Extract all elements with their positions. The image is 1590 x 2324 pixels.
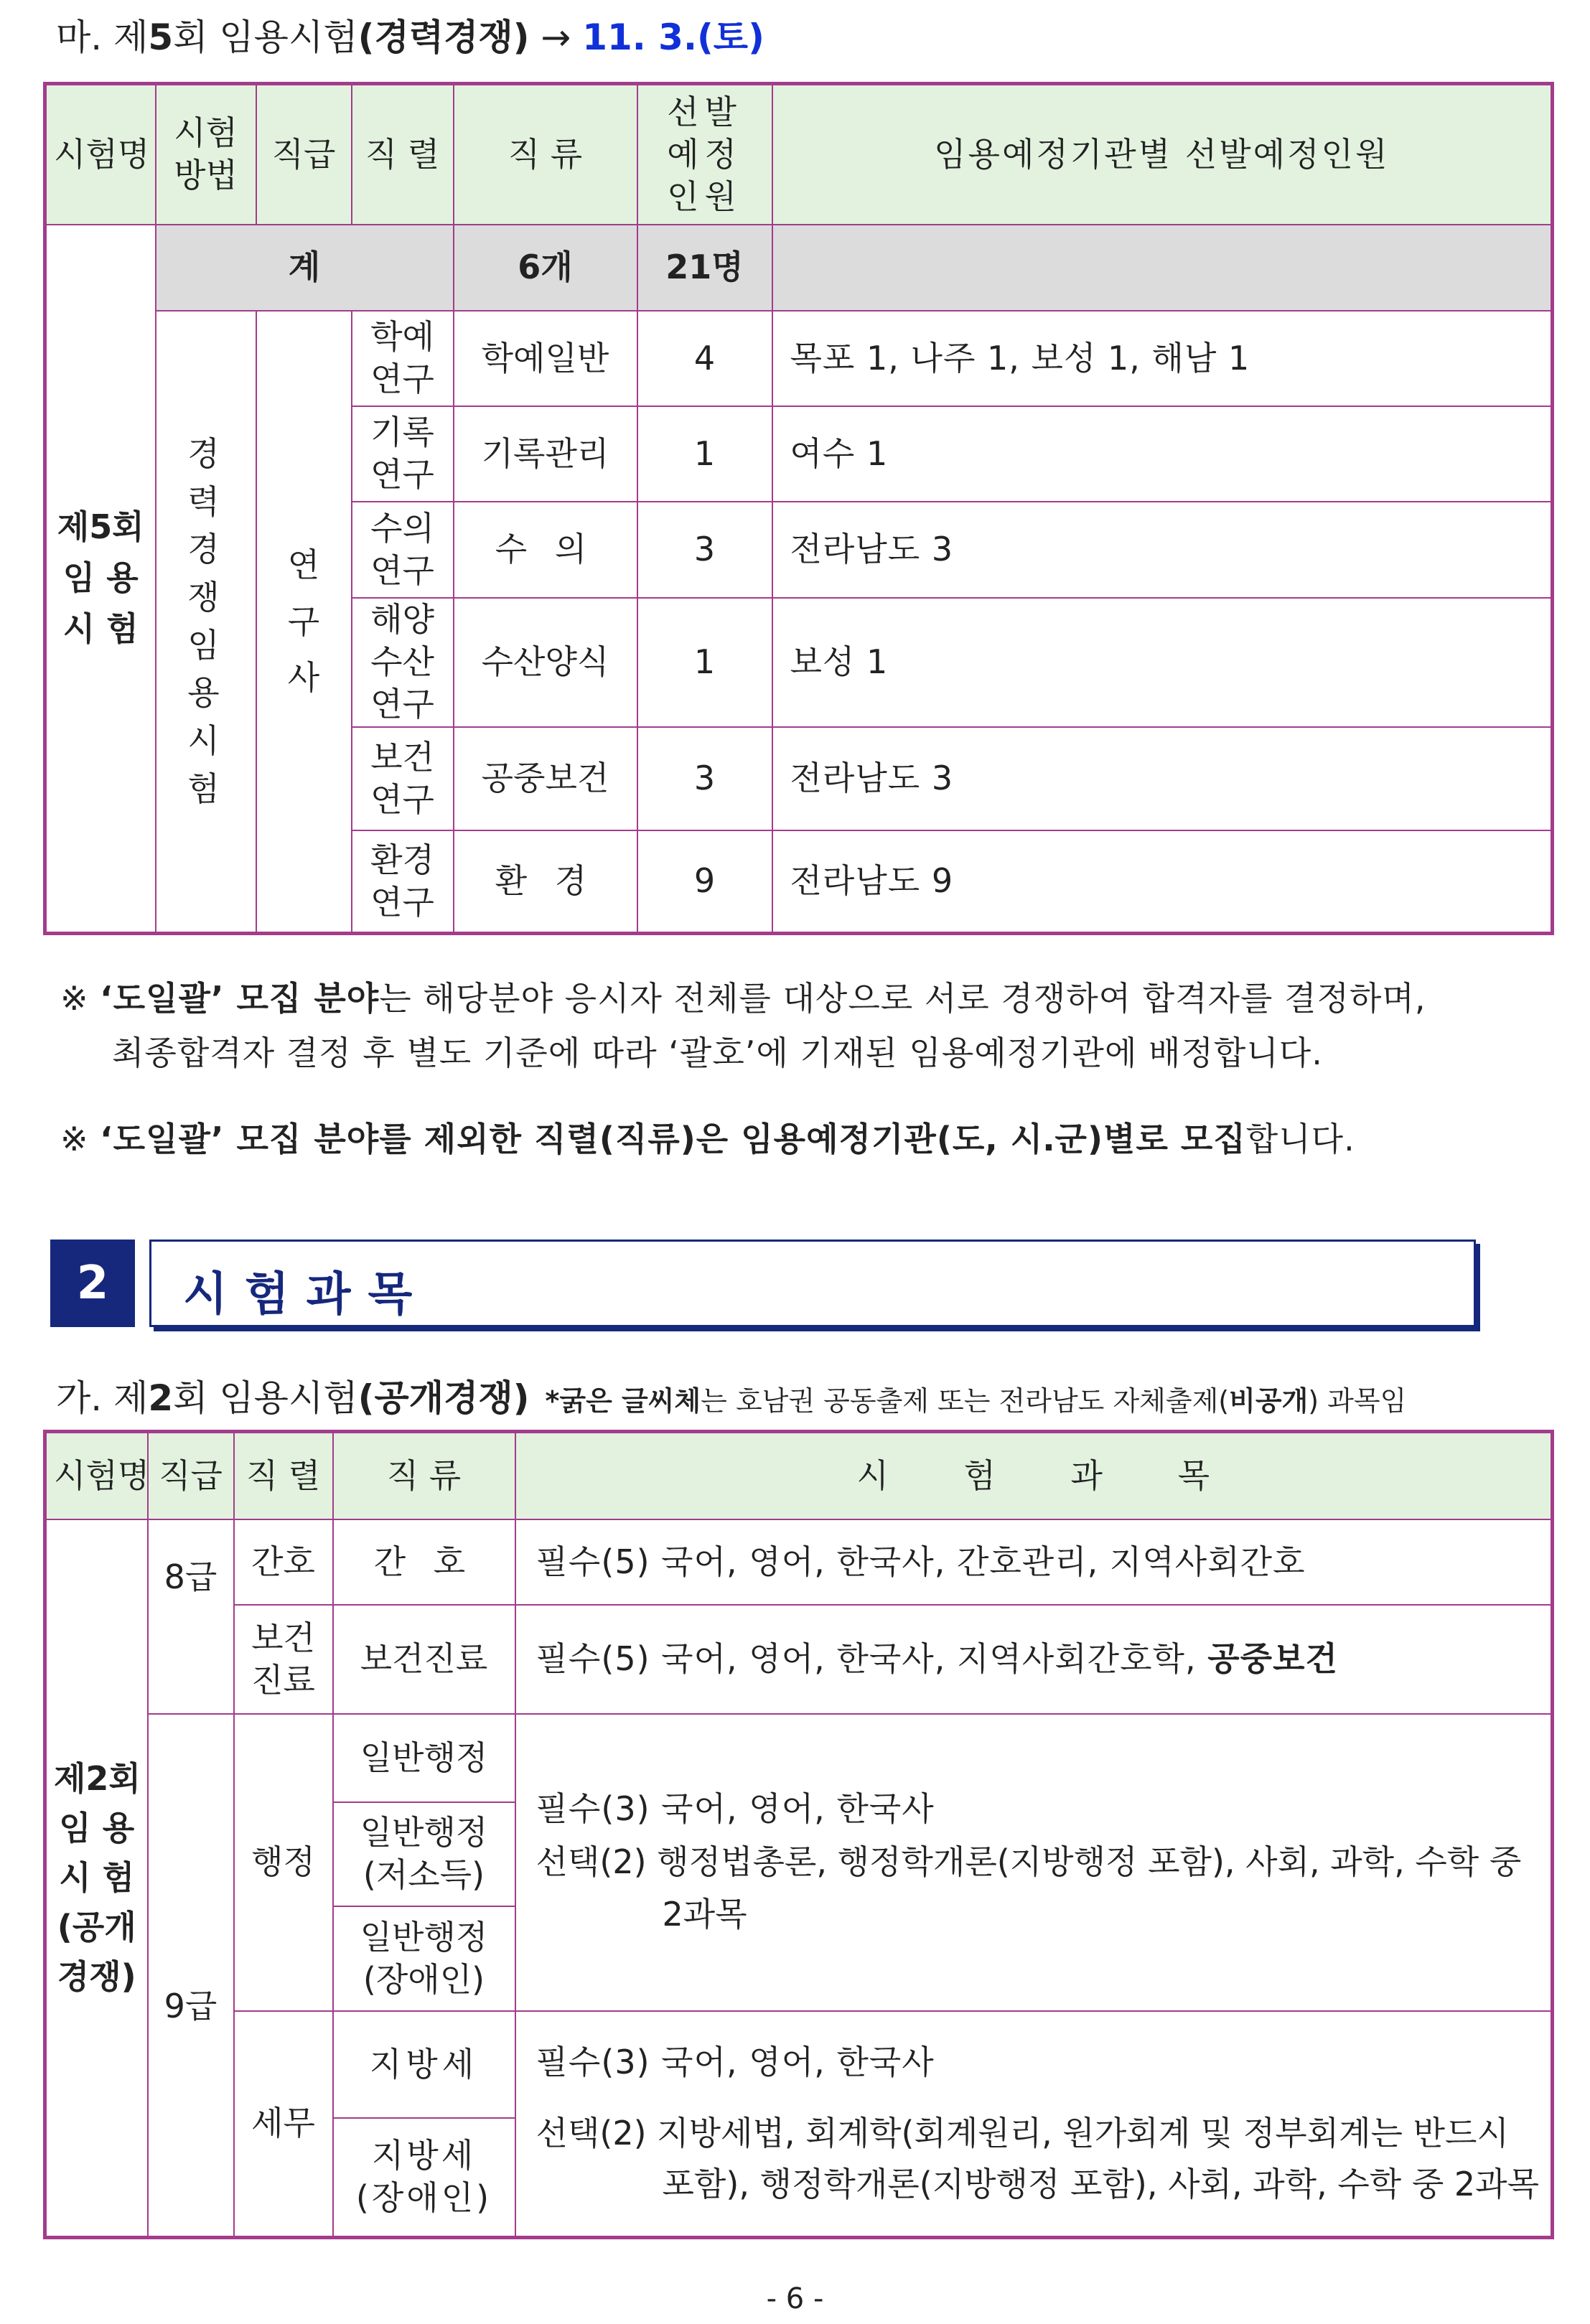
- category-cell: 학예일반: [454, 311, 637, 406]
- series-cell: 보건 진료: [234, 1605, 333, 1714]
- category-cell: 지방세 (장애인): [333, 2118, 515, 2238]
- exam-name: 제5회 임 용 시 험: [45, 225, 156, 934]
- header-count: 선발 예정 인원: [637, 84, 772, 225]
- subjects-optional: 선택(2) 행정법총론, 행정학개론(지방행정 포함), 사회, 과학, 수학 중: [536, 1842, 1522, 1881]
- header-category: 직 류: [454, 84, 637, 225]
- grade-8: 8급: [148, 1519, 234, 1714]
- category-cell: 공중보건: [454, 727, 637, 830]
- heading-exam2: [56, 1369, 1406, 1421]
- heading-prefix: 마. 제: [56, 17, 149, 58]
- institutions-cell: 여수 1: [772, 406, 1553, 502]
- section-title-box: [149, 1240, 1476, 1327]
- header-method: 시험 방법: [156, 84, 256, 225]
- heading-mid: 회 임용시험: [173, 1377, 358, 1419]
- institutions-cell: 전라남도 3: [772, 502, 1553, 598]
- note-1: [60, 973, 1426, 1020]
- header-category: 직 류: [333, 1432, 515, 1519]
- header-grade: 직급: [256, 84, 352, 225]
- series-tax: 세무: [234, 2011, 333, 2238]
- grade: 연 구 사: [256, 311, 352, 934]
- heading-num: 2: [148, 1377, 174, 1419]
- note-bold: ‘도일괄’ 모집 분야: [100, 979, 380, 1018]
- page-number: - 6 -: [766, 2282, 824, 2315]
- category-cell: 수산양식: [454, 598, 637, 727]
- header-series: 직 렬: [352, 84, 454, 225]
- heading-num: 5: [148, 17, 174, 58]
- exam-date: 11. 3.(토): [582, 17, 764, 58]
- subjects-tax: [515, 2011, 1553, 2238]
- heading-paren: (경력경쟁): [357, 17, 530, 58]
- series-cell: 해양 수산 연구: [352, 598, 454, 727]
- category-cell: 지방세: [333, 2011, 515, 2118]
- note-mark: ※: [60, 1120, 100, 1158]
- subjects-required: 필수(3) 국어, 영어, 한국사: [536, 2042, 935, 2081]
- series-cell: 환경 연구: [352, 830, 454, 934]
- series-cell: 보건 연구: [352, 727, 454, 830]
- series-cell: 학예 연구: [352, 311, 454, 406]
- subjects-cell: [515, 1605, 1553, 1714]
- arrow: →: [529, 17, 583, 58]
- grade-9: 9급: [148, 1714, 234, 2238]
- category-cell: 일반행정 (장애인): [333, 1906, 515, 2011]
- category-cell: 보건진료: [333, 1605, 515, 1714]
- subjects-optional-cont: 2과목: [662, 1895, 747, 1934]
- note-bold-private: 비공개: [1229, 1385, 1309, 1417]
- note-text: 합니다.: [1245, 1120, 1355, 1158]
- institutions-cell: 목포 1, 나주 1, 보성 1, 해남 1: [772, 311, 1553, 406]
- note-2: [60, 1113, 1355, 1161]
- institutions-cell: 전라남도 9: [772, 830, 1553, 934]
- heading-mid: 회 임용시험: [173, 17, 358, 58]
- subjects-required: 필수(3) 국어, 영어, 한국사: [536, 1789, 935, 1829]
- total-categories: 6개: [454, 225, 637, 311]
- header-series: 직 렬: [234, 1432, 333, 1519]
- heading-paren: (공개경쟁): [357, 1377, 530, 1419]
- category-cell: 간 호: [333, 1519, 515, 1605]
- total-count: 21명: [637, 225, 772, 311]
- count-cell: 3: [637, 727, 772, 830]
- heading-prefix: 가. 제: [56, 1377, 149, 1419]
- header-exam: 시험명: [45, 1432, 148, 1519]
- category-cell: 일반행정 (저소득): [333, 1802, 515, 1906]
- section-number: 2: [50, 1240, 135, 1327]
- header-institutions: 임용예정기관별 선발예정인원: [772, 84, 1553, 225]
- header-exam: 시험명: [45, 84, 156, 225]
- note-bold: 직렬(직류)은 임용예정기관(도, 시․군)별로 모집: [533, 1120, 1246, 1158]
- series-cell: 간호: [234, 1519, 333, 1605]
- institutions-cell: 보성 1: [772, 598, 1553, 727]
- exam-name: 제2회 임 용 시 험 (공개 경쟁): [45, 1519, 148, 2238]
- category-cell: 수 의: [454, 502, 637, 598]
- count-cell: 4: [637, 311, 772, 406]
- table-exam5: [43, 82, 1554, 935]
- category-cell: 환 경: [454, 830, 637, 934]
- subject-note: [546, 1385, 1407, 1417]
- institutions-cell: 전라남도 3: [772, 727, 1553, 830]
- subjects-text: 필수(5) 국어, 영어, 한국사, 지역사회간호학,: [536, 1639, 1208, 1679]
- section-title: 시험과목: [183, 1268, 430, 1321]
- count-cell: 1: [637, 406, 772, 502]
- subjects-admin: [515, 1714, 1553, 2011]
- note-bold: *굵은 글씨체: [545, 1385, 701, 1417]
- total-label: 계: [156, 225, 454, 311]
- category-cell: 기록관리: [454, 406, 637, 502]
- header-grade: 직급: [148, 1432, 234, 1519]
- total-blank: [772, 225, 1553, 311]
- count-cell: 3: [637, 502, 772, 598]
- subjects-optional: 선택(2) 지방세법, 회계학(회계원리, 원가회계 및 정부회계는 반드시: [536, 2114, 1509, 2153]
- count-cell: 9: [637, 830, 772, 934]
- series-admin: 행정: [234, 1714, 333, 2011]
- note-text: 는 호남권 공동출제 또는 전라남도 자체출제(: [701, 1385, 1230, 1417]
- subjects-bold: 공중보건: [1207, 1639, 1338, 1679]
- note-text: 는 해당분야 응시자 전체를 대상으로 서로 경쟁하여 합격자를 결정하며,: [379, 979, 1426, 1018]
- subjects-cell: 필수(5) 국어, 영어, 한국사, 간호관리, 지역사회간호: [515, 1519, 1553, 1605]
- series-cell: 수의 연구: [352, 502, 454, 598]
- series-cell: 기록 연구: [352, 406, 454, 502]
- note-bold-a: ‘도일괄’ 모집 분야를 제외한: [100, 1120, 534, 1158]
- header-subjects: 시 험 과 목: [515, 1432, 1553, 1519]
- subjects-optional-cont: 포함), 행정학개론(지방행정 포함), 사회, 과학, 수학 중 2과목: [662, 2165, 1540, 2204]
- method: 경 력 경 쟁 임 용 시 험: [156, 311, 256, 934]
- note-mark: ※: [60, 979, 100, 1018]
- category-cell: 일반행정: [333, 1714, 515, 1802]
- table-exam2-subjects: [43, 1430, 1554, 2239]
- heading-exam5: [56, 9, 764, 60]
- note-1-line2: 최종합격자 결정 후 별도 기준에 따라 ‘괄호’에 기재된 임용예정기관에 배정합니다.: [112, 1034, 1323, 1072]
- count-cell: 1: [637, 598, 772, 727]
- note-text-end: ) 과목임: [1308, 1385, 1407, 1417]
